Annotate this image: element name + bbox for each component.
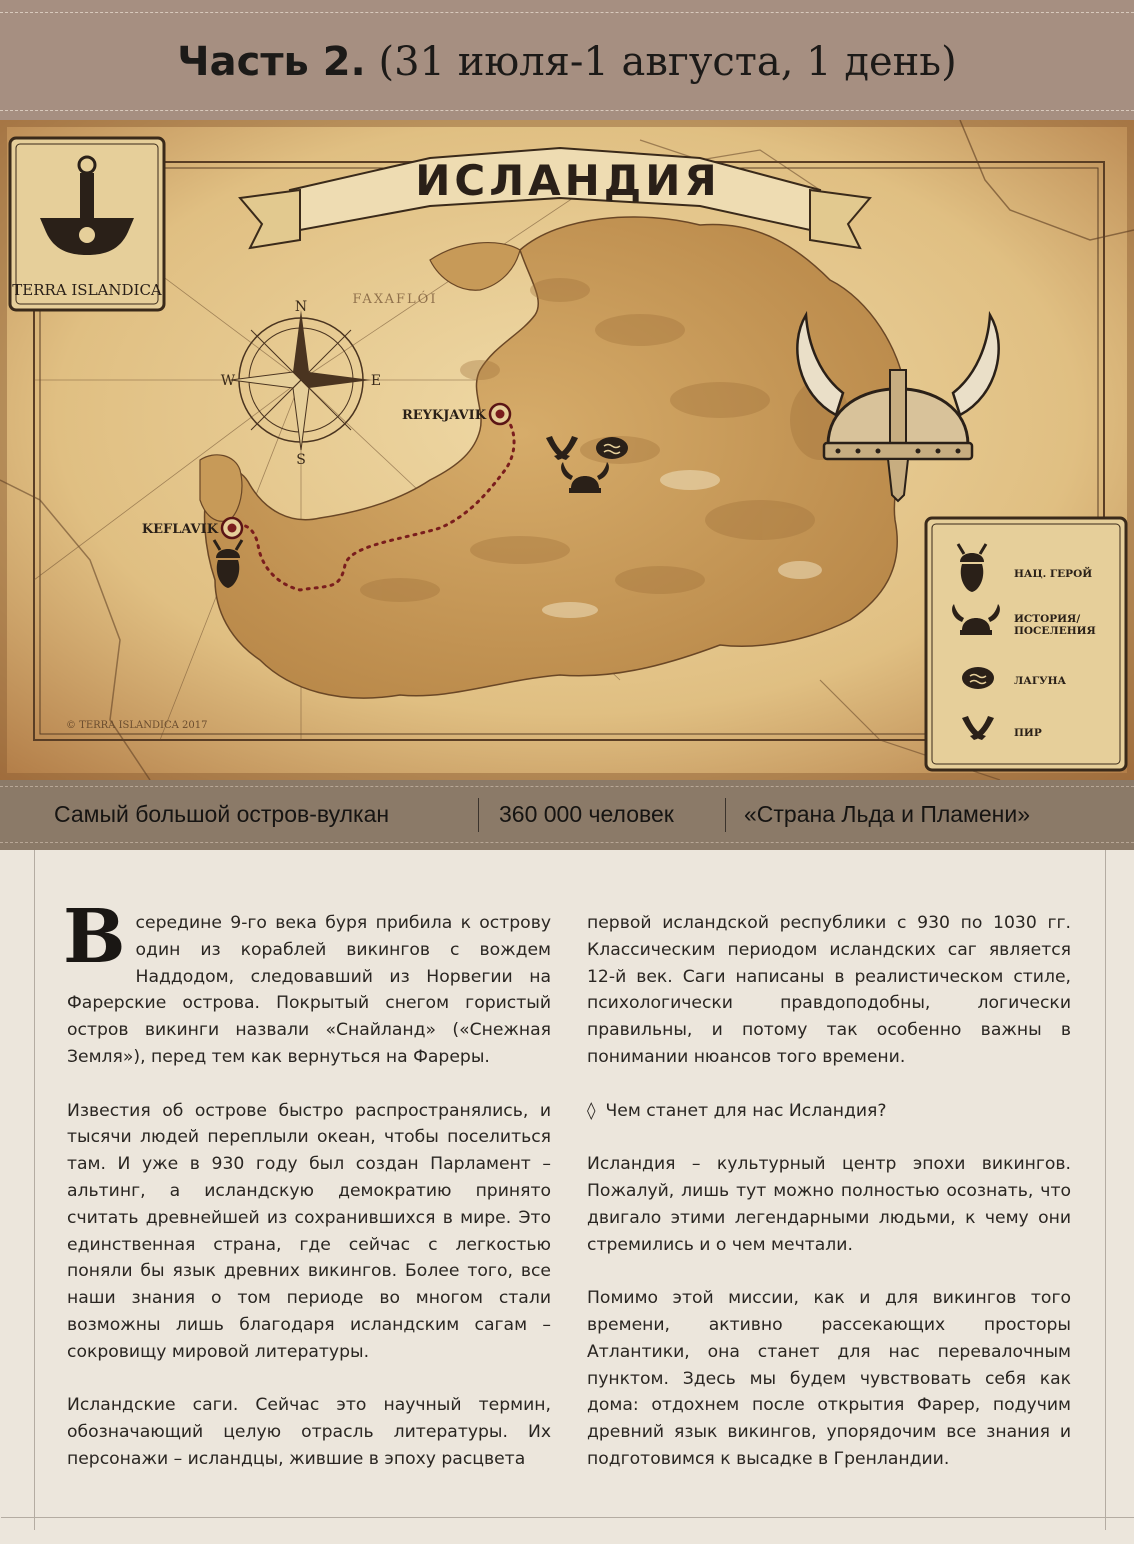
fact-nickname: «Страна Льда и Пламени» bbox=[744, 801, 1031, 827]
header-dashed-line-bottom bbox=[0, 110, 1134, 111]
article-column-left bbox=[63, 894, 551, 1500]
compass-west: W bbox=[220, 373, 236, 389]
map-title: ИСЛАНДИЯ bbox=[415, 156, 721, 205]
subheading: ◊ Чем станет для нас Исландия? bbox=[587, 1098, 1071, 1125]
article bbox=[34, 850, 1106, 1530]
map-legend bbox=[926, 518, 1126, 770]
part-label: Часть 2. bbox=[177, 39, 366, 85]
legend-label-line1: ИСТОРИЯ/ bbox=[1014, 613, 1081, 625]
article-bottom-rule bbox=[1, 1517, 1134, 1518]
paragraph: Помимо этой миссии, как и для викингов того времени, активно рассекающих просторы Атлантики, она станет для нас перевалочным пунктом. Здесь мы будем чувствовать себя как дома: отдохнем после открытия Фарер, подучим древний язык викингов, упорядочим все знания и подготовимся к высадке в Гренландии. bbox=[587, 1288, 1071, 1469]
compass-north: N bbox=[294, 299, 308, 315]
legend-label: ЛАГУНА bbox=[1014, 675, 1067, 687]
trip-dates: (31 июля-1 августа, 1 день) bbox=[378, 39, 957, 85]
header-dashed-line-top bbox=[0, 12, 1134, 13]
iceland-map bbox=[0, 120, 1134, 780]
paragraph: Исландские саги. Сейчас это научный термин, обозначающий целую отрасль литературы. Их персонажи – исландцы, жившие в эпоху расцвета bbox=[67, 1395, 551, 1469]
legend-label: ПИР bbox=[1014, 727, 1042, 739]
paragraph: Всередине 9-го века буря прибила к острову один из кораблей викингов с вождем Наддодом, следовавший из Норвегии на Фарерские острова. Покрытый снегом гористый остров викинги назвали «Снайланд» («Снежная Земля»), перед тем как вернуться на Фареры. bbox=[63, 894, 551, 1067]
page-header bbox=[0, 0, 1134, 120]
lagoon-icon bbox=[962, 667, 994, 689]
fact-population: 360 000 человек bbox=[499, 801, 674, 827]
lagoon-icon bbox=[596, 437, 628, 459]
paragraph: Известия об острове быстро распространялись, и тысячи людей переплыли океан, чтобы поселиться там. И уже в 930 году был создан Парламент – альтинг, а исландскую демократию принято считать древнейшей из сохранившихся в мире. Это единственная страна, где сейчас с легкостью поняли бы язык древних викингов. Более того, все наши знания о том периоде во многом стали возможны лишь благодаря исландским сагам – сокровищу мировой литературы. bbox=[67, 1100, 551, 1362]
legend-label: НАЦ. ГЕРОЙ bbox=[1014, 568, 1093, 580]
article-column-right bbox=[587, 910, 1071, 1500]
city-label-keflavik: KEFLAVIK bbox=[141, 522, 218, 537]
logo-text: TERRA ISLANDICA bbox=[12, 281, 162, 299]
facts-dashed-line-top bbox=[0, 786, 1134, 787]
compass-south: S bbox=[296, 452, 306, 468]
bay-label: FAXAFLÓI bbox=[352, 292, 438, 307]
paragraph: первой исландской республики с 930 по 1030 гг. Классическим периодом исландских саг является 12-й век. Саги написаны в реалистическом стиле, психологически правдоподобны, логически правильны, и потому так особенно важны в понимании нюансов того времени. bbox=[587, 913, 1071, 1067]
fact-volcano-island: Самый большой остров-вулкан bbox=[54, 801, 390, 827]
facts-bar bbox=[0, 780, 1134, 850]
drop-cap: В bbox=[63, 894, 126, 980]
city-label-reykjavik: REYKJAVIK bbox=[401, 408, 486, 423]
facts-dashed-line-bottom bbox=[0, 842, 1134, 843]
fact-separator bbox=[725, 798, 726, 832]
paragraph: Исландия – культурный центр эпохи викингов. Пожалуй, лишь тут можно полностью осознать, что двигало этими легендарными людьми, к чему они стремились и о чем мечтали. bbox=[587, 1154, 1071, 1255]
map-copyright: © TERRA ISLANDICA 2017 bbox=[66, 720, 208, 731]
page-title bbox=[0, 36, 1134, 88]
legend-label-line2: ПОСЕЛЕНИЯ bbox=[1014, 625, 1096, 637]
terra-islandica-logo bbox=[10, 138, 164, 310]
compass-east: E bbox=[370, 373, 382, 389]
fact-separator bbox=[478, 798, 479, 832]
diamond-icon: ◊ bbox=[587, 1100, 596, 1121]
